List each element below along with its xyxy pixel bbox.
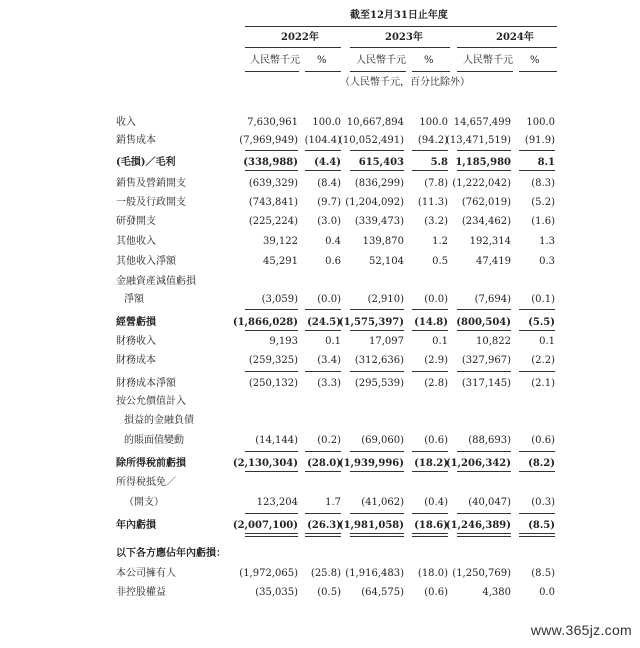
year-2023-rule	[350, 47, 450, 48]
row-value-p2023: (0.4)	[424, 497, 448, 508]
row-value-p2023: 1.2	[432, 236, 448, 247]
subtotal-rule	[457, 150, 511, 151]
row-value-p2024: (8.5)	[528, 520, 555, 531]
row-value-v2023: (836,299)	[354, 178, 404, 189]
subtotal-rule	[412, 150, 448, 151]
row-value-p2022: (8.4)	[317, 178, 341, 189]
subtotal-rule	[305, 150, 341, 151]
total-rule	[305, 533, 341, 534]
row-label: 一般及行政開支	[116, 197, 186, 208]
row-value-v2024: 192,314	[469, 236, 511, 247]
row-value-v2023: 139,870	[362, 236, 404, 247]
row-value-p2023: (94.2)	[417, 135, 448, 146]
row-label: 所得稅抵免／	[116, 477, 176, 488]
unit-note: （人民幣千元，百分比除外）	[340, 77, 470, 88]
row-value-p2022: (0.2)	[317, 435, 341, 446]
row-label: 年內虧損	[116, 520, 156, 531]
subtotal-rule	[245, 170, 298, 171]
percent-header-2024: %	[530, 55, 540, 66]
subtotal-rule	[457, 330, 511, 331]
subtotal-rule	[305, 309, 341, 310]
row-value-p2024: 1.3	[539, 236, 555, 247]
row-label: 其他收入	[116, 236, 156, 247]
row-value-v2023: (1,916,483)	[345, 568, 404, 579]
row-value-p2023: (2.9)	[424, 355, 448, 366]
percent-2023-rule	[412, 71, 450, 72]
subtotal-rule	[412, 451, 448, 452]
row-value-p2022: (4.4)	[314, 157, 341, 168]
row-value-p2023: (0.0)	[424, 294, 448, 305]
row-value-v2024: 47,419	[476, 256, 511, 267]
year-2022-header: 2022年	[281, 32, 319, 43]
row-value-p2024: (0.6)	[531, 435, 555, 446]
row-label: 非控股權益	[116, 587, 166, 598]
row-label: 銷售及營銷開支	[116, 178, 186, 189]
row-value-p2024: (0.3)	[531, 497, 555, 508]
row-value-v2022: (743,841)	[248, 197, 298, 208]
row-value-v2024: (234,462)	[461, 216, 511, 227]
row-label: 損益的金融負債	[124, 415, 194, 426]
currency-header-2022: 人民幣千元	[250, 55, 300, 66]
row-value-v2022: (1,972,065)	[239, 568, 298, 579]
total-rule	[305, 536, 341, 537]
row-value-v2023: (1,575,397)	[338, 317, 404, 328]
row-value-v2023: (295,539)	[354, 378, 404, 389]
row-value-p2022: 0.1	[325, 336, 341, 347]
row-value-p2023: (11.3)	[417, 197, 448, 208]
row-value-v2023: 52,104	[369, 256, 404, 267]
row-value-p2024: 100.0	[526, 117, 555, 128]
row-value-v2022: (1,866,028)	[232, 317, 298, 328]
subtotal-rule	[519, 309, 555, 310]
row-value-v2022: 9,193	[269, 336, 298, 347]
row-value-v2022: (14,144)	[255, 435, 298, 446]
row-value-v2022: (250,132)	[248, 378, 298, 389]
row-label: 財務收入	[116, 336, 156, 347]
row-value-v2023: (1,204,092)	[345, 197, 404, 208]
period-title-rule	[245, 26, 557, 27]
row-value-v2022: (225,224)	[248, 216, 298, 227]
row-value-p2023: (0.6)	[424, 587, 448, 598]
subtotal-rule	[245, 513, 298, 514]
row-value-p2022: (3.4)	[317, 355, 341, 366]
row-value-v2022: (2,130,304)	[232, 458, 298, 469]
row-value-v2022: 45,291	[263, 256, 298, 267]
currency-2023-rule	[350, 71, 406, 72]
row-value-p2023: 0.1	[432, 336, 448, 347]
year-2024-header: 2024年	[496, 32, 534, 43]
subtotal-rule	[412, 330, 448, 331]
row-label: 淨額	[124, 294, 144, 305]
subtotal-rule	[245, 471, 298, 472]
row-value-v2024: (317,145)	[461, 378, 511, 389]
total-rule	[245, 533, 298, 534]
row-value-p2022: (26.3)	[307, 520, 341, 531]
row-value-p2024: 0.1	[539, 336, 555, 347]
row-value-v2024: (800,504)	[456, 317, 511, 328]
total-rule	[457, 536, 511, 537]
subtotal-rule	[305, 451, 341, 452]
row-value-p2023: 100.0	[419, 117, 448, 128]
subtotal-rule	[412, 371, 448, 372]
total-rule	[519, 533, 555, 534]
row-value-v2023: 615,403	[358, 157, 404, 168]
row-value-p2022: 0.4	[325, 236, 341, 247]
total-rule	[519, 536, 555, 537]
subtotal-rule	[519, 451, 555, 452]
row-value-p2024: (0.1)	[531, 294, 555, 305]
row-value-v2024: (1,250,769)	[452, 568, 511, 579]
row-value-p2022: (0.5)	[317, 587, 341, 598]
subtotal-rule	[245, 451, 298, 452]
row-label: 本公司擁有人	[116, 568, 176, 579]
row-value-v2023: (339,473)	[354, 216, 404, 227]
row-value-p2022: (24.5)	[307, 317, 341, 328]
row-value-v2023: (10,052,491)	[338, 135, 404, 146]
row-value-p2023: 0.5	[432, 256, 448, 267]
subtotal-rule	[305, 471, 341, 472]
row-label: 其他收入淨額	[116, 256, 176, 267]
subtotal-rule	[412, 170, 448, 171]
row-label: 收入	[116, 117, 136, 128]
currency-header-2023: 人民幣千元	[356, 55, 406, 66]
row-value-v2022: (2,007,100)	[232, 520, 298, 531]
row-value-p2023: (3.2)	[424, 216, 448, 227]
total-rule	[412, 536, 448, 537]
row-value-p2022: 100.0	[312, 117, 341, 128]
row-value-p2022: (104.4)	[304, 135, 341, 146]
row-value-v2023: (2,910)	[367, 294, 404, 305]
row-label: 金融資產減值虧損	[116, 276, 196, 287]
row-value-p2023: (7.8)	[424, 178, 448, 189]
row-value-v2024: (13,471,519)	[445, 135, 511, 146]
row-value-v2022: 39,122	[263, 236, 298, 247]
row-value-p2024: (8.3)	[531, 178, 555, 189]
row-value-v2024: (7,694)	[474, 294, 511, 305]
row-value-p2022: 0.6	[325, 256, 341, 267]
subtotal-rule	[519, 150, 555, 151]
row-label: 按公允價值計入	[116, 396, 186, 407]
percent-2024-rule	[519, 71, 557, 72]
row-value-p2022: (28.0)	[307, 458, 341, 469]
row-value-p2023: (18.6)	[414, 520, 448, 531]
row-value-v2024: (1,246,389)	[445, 520, 511, 531]
row-value-p2022: 1.7	[325, 497, 341, 508]
subtotal-rule	[305, 330, 341, 331]
subtotal-rule	[350, 330, 404, 331]
subtotal-rule	[245, 309, 298, 310]
row-label: 研發開支	[116, 216, 156, 227]
subtotal-rule	[245, 150, 298, 151]
row-value-v2022: (338,988)	[243, 157, 298, 168]
percent-header-2022: %	[317, 55, 327, 66]
row-value-v2022: (259,325)	[248, 355, 298, 366]
row-value-p2023: 5.8	[430, 157, 448, 168]
row-label: 經營虧損	[116, 317, 156, 328]
row-label: 銷售成本	[116, 135, 156, 146]
row-label: （開支）	[124, 497, 164, 508]
row-label: (毛損)／毛利	[116, 157, 176, 168]
row-value-v2024: 1,185,980	[455, 157, 511, 168]
row-value-p2024: (8.2)	[528, 458, 555, 469]
subtotal-rule	[412, 309, 448, 310]
subtotal-rule	[305, 371, 341, 372]
subtotal-rule	[519, 371, 555, 372]
subtotal-rule	[457, 471, 511, 472]
subtotal-rule	[350, 513, 404, 514]
row-value-v2024: (1,222,042)	[452, 178, 511, 189]
row-label: 的賬面值變動	[124, 435, 184, 446]
subtotal-rule	[412, 471, 448, 472]
row-value-v2022: (639,329)	[248, 178, 298, 189]
subtotal-rule	[245, 371, 298, 372]
row-value-p2024: (1.6)	[531, 216, 555, 227]
row-value-v2024: 10,822	[476, 336, 511, 347]
row-label: 除所得稅前虧損	[116, 458, 186, 469]
row-value-v2022: 123,204	[256, 497, 298, 508]
row-value-v2024: (40,047)	[468, 497, 511, 508]
row-value-p2024: (8.5)	[531, 568, 555, 579]
row-label: 財務成本淨額	[116, 378, 176, 389]
row-value-v2023: (69,060)	[361, 435, 404, 446]
row-value-p2024: 0.3	[539, 256, 555, 267]
row-value-v2022: (35,035)	[255, 587, 298, 598]
row-value-v2024: (88,693)	[468, 435, 511, 446]
currency-2024-rule	[457, 71, 513, 72]
row-value-v2023: (64,575)	[361, 587, 404, 598]
percent-header-2023: %	[424, 55, 434, 66]
total-rule	[245, 536, 298, 537]
percent-2022-rule	[305, 71, 341, 72]
currency-2022-rule	[245, 71, 299, 72]
row-value-p2024: 8.1	[537, 157, 555, 168]
row-value-p2024: (91.9)	[524, 135, 555, 146]
subtotal-rule	[457, 513, 511, 514]
year-2023-header: 2023年	[385, 32, 423, 43]
row-value-p2023: (0.6)	[424, 435, 448, 446]
row-label: 以下各方應佔年內虧損：	[116, 548, 226, 559]
row-value-v2023: (1,939,996)	[338, 458, 404, 469]
subtotal-rule	[519, 170, 555, 171]
subtotal-rule	[457, 170, 511, 171]
row-value-p2024: (5.5)	[528, 317, 555, 328]
row-value-v2024: (762,019)	[461, 197, 511, 208]
subtotal-rule	[350, 309, 404, 310]
row-value-p2024: (2.2)	[531, 355, 555, 366]
row-value-v2022: 7,630,961	[247, 117, 298, 128]
subtotal-rule	[457, 451, 511, 452]
subtotal-rule	[245, 330, 298, 331]
total-rule	[350, 533, 404, 534]
row-value-v2024: (1,206,342)	[445, 458, 511, 469]
row-value-p2023: (18.0)	[417, 568, 448, 579]
row-value-p2024: (2.1)	[531, 378, 555, 389]
row-value-v2023: (1,981,058)	[338, 520, 404, 531]
row-value-v2022: (7,969,949)	[239, 135, 298, 146]
row-value-p2022: (3.3)	[317, 378, 341, 389]
subtotal-rule	[305, 513, 341, 514]
row-value-v2023: 17,097	[369, 336, 404, 347]
subtotal-rule	[412, 513, 448, 514]
subtotal-rule	[350, 150, 404, 151]
subtotal-rule	[305, 170, 341, 171]
subtotal-rule	[350, 371, 404, 372]
row-value-p2024: (5.2)	[531, 197, 555, 208]
row-value-p2022: (0.0)	[317, 294, 341, 305]
subtotal-rule	[350, 471, 404, 472]
row-value-p2024: 0.0	[539, 587, 555, 598]
row-value-v2022: (3,059)	[261, 294, 298, 305]
subtotal-rule	[350, 451, 404, 452]
row-value-v2023: (312,636)	[354, 355, 404, 366]
subtotal-rule	[519, 471, 555, 472]
subtotal-rule	[350, 170, 404, 171]
currency-header-2024: 人民幣千元	[463, 55, 513, 66]
row-value-p2023: (14.8)	[414, 317, 448, 328]
total-rule	[412, 533, 448, 534]
row-value-p2022: (25.8)	[310, 568, 341, 579]
row-value-p2023: (2.8)	[424, 378, 448, 389]
subtotal-rule	[519, 330, 555, 331]
row-value-p2022: (9.7)	[317, 197, 341, 208]
watermark: www.365jz.com	[530, 622, 632, 638]
subtotal-rule	[519, 513, 555, 514]
period-title: 截至12月31日止年度	[350, 10, 448, 21]
row-label: 財務成本	[116, 355, 156, 366]
year-2024-rule	[457, 47, 557, 48]
row-value-v2023: (41,062)	[361, 497, 404, 508]
total-rule	[350, 536, 404, 537]
row-value-v2024: (327,967)	[461, 355, 511, 366]
year-2022-rule	[245, 47, 341, 48]
subtotal-rule	[457, 309, 511, 310]
subtotal-rule	[457, 371, 511, 372]
total-rule	[457, 533, 511, 534]
row-value-p2022: (3.0)	[317, 216, 341, 227]
row-value-v2023: 10,667,894	[346, 117, 404, 128]
row-value-p2023: (18.2)	[414, 458, 448, 469]
row-value-v2024: 4,380	[482, 587, 511, 598]
row-value-v2024: 14,657,499	[453, 117, 511, 128]
